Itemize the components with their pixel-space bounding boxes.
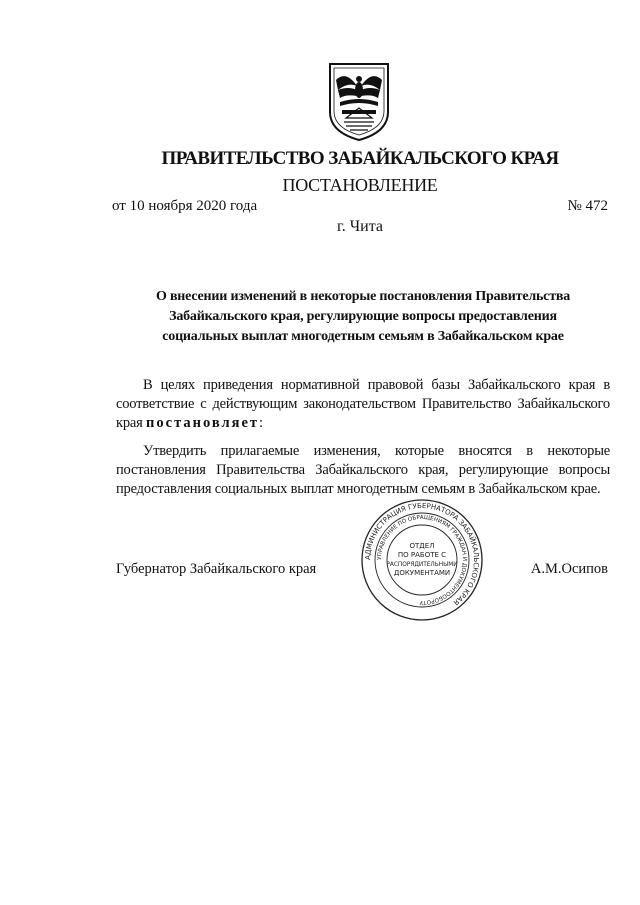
organization-name: ПРАВИТЕЛЬСТВО ЗАБАЙКАЛЬСКОГО КРАЯ bbox=[161, 148, 559, 169]
document-type: ПОСТАНОВЛЕНИЕ bbox=[282, 175, 438, 195]
decree-word: постановляет bbox=[146, 415, 260, 431]
stamp-center-line: ДОКУМЕНТАМИ bbox=[393, 569, 451, 577]
document-city: г. Чита bbox=[336, 218, 383, 235]
coat-of-arms-icon bbox=[326, 60, 392, 142]
decree-colon: : bbox=[259, 415, 263, 431]
body-paragraph-approve: Утвердить прилагаемые изменения, которые вносятся в некоторые постановления Правительства Забайкальского края, регулирующие вопросы предоставления социальных выплат многодетным семьям в Забайкальском крае. bbox=[116, 443, 610, 497]
document-subject bbox=[118, 287, 608, 347]
document-number: № 472 bbox=[567, 198, 608, 214]
subject-line: Забайкальского края, регулирующие вопросы предоставления bbox=[169, 309, 557, 324]
office-stamp bbox=[360, 498, 484, 622]
body-paragraph-preamble bbox=[116, 376, 610, 433]
signer-name: А.М.Осипов bbox=[530, 561, 608, 577]
stamp-center-line: РАСПОРЯДИТЕЛЬНЫМИ bbox=[386, 562, 458, 568]
subject-line: социальных выплат многодетным семьям в Забайкальском крае bbox=[162, 329, 564, 344]
stamp-inner-ring: УПРАВЛЕНИЕ ПО ОБРАЩЕНИЯМ ГРАЖДАН И ДОКУМЕНТООБОРОТУ bbox=[376, 514, 468, 606]
stamp-center-line: ПО РАБОТЕ С bbox=[397, 551, 447, 559]
stamp-inner-ring-text bbox=[377, 515, 467, 605]
stamp-outer-ring: АДМИНИСТРАЦИЯ ГУБЕРНАТОРА ЗАБАЙКАЛЬСКОГО КРАЯ bbox=[363, 501, 481, 607]
document-date: от 10 ноября 2020 года bbox=[112, 198, 258, 214]
signer-role: Губернатор Забайкальского края bbox=[116, 561, 317, 577]
preamble-text: В целях приведения нормативной правовой базы Забайкальского края в соответствие с действующим законодательством Правительство Забайкальского края bbox=[116, 377, 610, 431]
subject-line: О внесении изменений в некоторые постановления Правительства bbox=[155, 289, 571, 304]
stamp-center-line: ОТДЕЛ bbox=[409, 542, 435, 550]
